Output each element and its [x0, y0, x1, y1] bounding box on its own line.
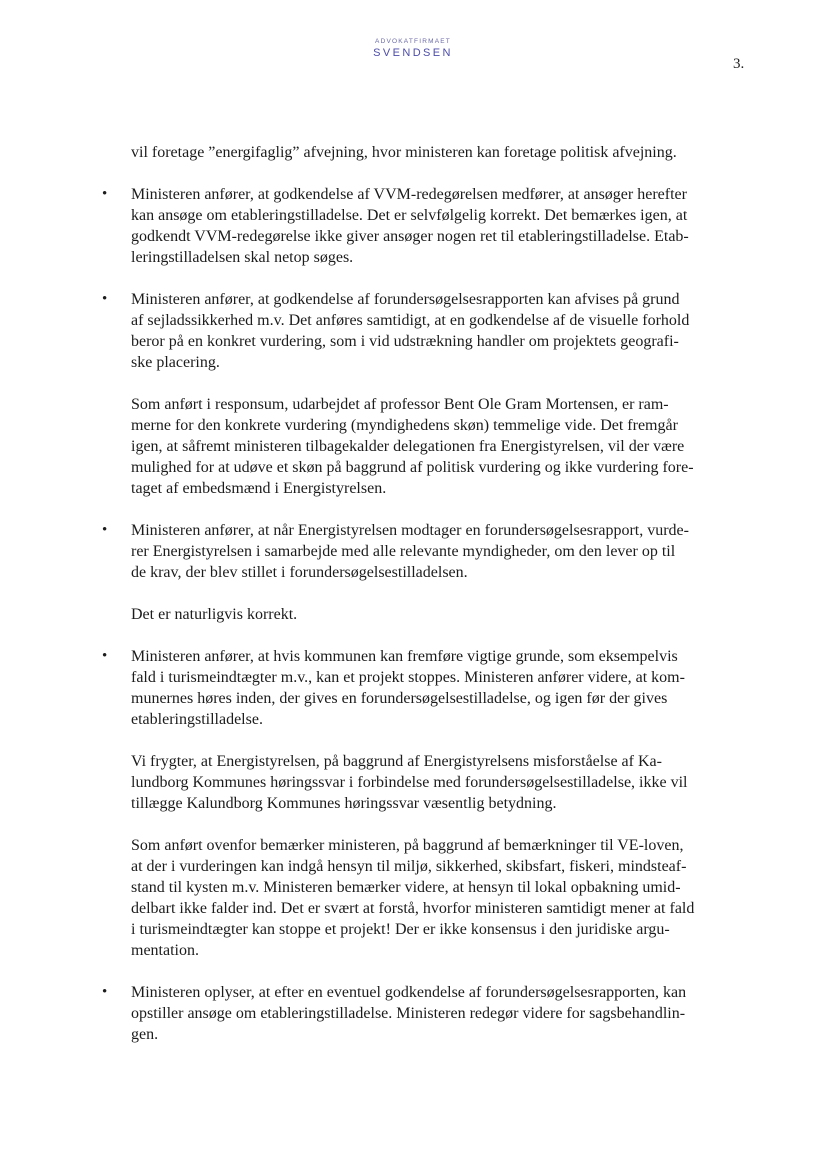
bullet-paragraph [131, 982, 743, 1045]
text-line: Ministeren oplyser, at efter en eventuel godkendelse af forundersøgelsesrapporten, kan [131, 984, 687, 1001]
text-line: af sejladssikkerhed m.v. Det anføres samtidigt, at en godkendelse af de visuelle forhold [131, 312, 690, 329]
bullet-item-5 [102, 982, 743, 1045]
text-line: Ministeren anfører, at godkendelse af VVM-redegørelsen medfører, at ansøger herefter [131, 186, 687, 203]
bullet-icon: • [102, 291, 108, 307]
text-line: igen, at såfremt ministeren tilbagekalder delegationen fra Energistyrelsen, vil der være [131, 438, 685, 455]
text-line: merne for den konkrete vurdering (myndighedens skøn) temmelige vide. Det fremgår [131, 417, 678, 434]
bullet-item-1 [102, 184, 743, 268]
text-line: Ministeren anfører, at godkendelse af forundersøgelsesrapporten kan afvises på grund [131, 291, 680, 308]
text-line: etableringstilladelse. [131, 711, 263, 728]
text-line: mulighed for at udøve et skøn på baggrund af politisk vurdering og ikke vurdering fore- [131, 459, 694, 476]
text-line: Ministeren anfører, at når Energistyrelsen modtager en forundersøgelsesrapport, vurde- [131, 522, 689, 539]
letterhead-firm-label: ADVOKATFIRMAET [375, 38, 451, 45]
followup-paragraph [131, 751, 743, 814]
text-line: munernes høres inden, der gives en forundersøgelsestilladelse, og igen før der gives [131, 690, 668, 707]
text-line: delbart ikke falder ind. Det er svært at forstå, hvorfor ministeren samtidigt mener at fald [131, 900, 695, 917]
intro-paragraph [131, 142, 743, 163]
bullet-icon: • [102, 522, 108, 538]
text-line: rer Energistyrelsen i samarbejde med alle relevante myndigheder, om den lever op til [131, 543, 676, 560]
followup-paragraph [131, 394, 743, 499]
text-line: at der i vurderingen kan indgå hensyn til miljø, sikkerhed, skibsfart, fiskeri, mindsteaf- [131, 858, 687, 875]
bullet-paragraph [131, 184, 743, 268]
text-line: kan ansøge om etableringstilladelse. Det er selvfølgelig korrekt. Det bemærkes igen, at [131, 207, 688, 224]
text-line: gen. [131, 1026, 159, 1043]
document-body [102, 142, 743, 1045]
letterhead-firm-name: SVENDSEN [373, 47, 453, 59]
text-line: Ministeren anfører, at hvis kommunen kan fremføre vigtige grunde, som eksempelvis [131, 648, 678, 665]
text-line: Vi frygter, at Energistyrelsen, på baggrund af Energistyrelsens misforståelse af Ka- [131, 753, 662, 770]
text-line: ske placering. [131, 354, 220, 371]
bullet-icon: • [102, 186, 108, 202]
text-line: opstiller ansøge om etableringstilladelse. Ministeren redegør videre for sagsbehandlin- [131, 1005, 686, 1022]
text-line: taget af embedsmænd i Energistyrelsen. [131, 480, 387, 497]
text-line: tillægge Kalundborg Kommunes høringssvar væsentlig betydning. [131, 795, 557, 812]
text-line: vil foretage ”energifaglig” afvejning, hvor ministeren kan foretage politisk afvejning. [131, 144, 677, 161]
text-line: beror på en konkret vurdering, som i vid udstrækning handler om projektets geografi- [131, 333, 679, 350]
bullet-item-3 [102, 520, 743, 625]
text-line: mentation. [131, 942, 199, 959]
text-line: fald i turismeindtægter m.v., kan et projekt stoppes. Ministeren anfører videre, at kom- [131, 669, 685, 686]
text-line: godkendt VVM-redegørelse ikke giver ansøger nogen ret til etableringstilladelse. Etab- [131, 228, 689, 245]
bullet-paragraph [131, 646, 743, 730]
bullet-icon: • [102, 984, 108, 1000]
bullet-icon: • [102, 648, 108, 664]
bullet-paragraph [131, 289, 743, 373]
text-line: leringstilladelsen skal netop søges. [131, 249, 354, 266]
text-line: de krav, der blev stillet i forundersøgelsestilladelsen. [131, 564, 468, 581]
text-line: i turismeindtægter kan stoppe et projekt! Der er ikke konsensus i den juridiske argu- [131, 921, 670, 938]
text-line: Som anført ovenfor bemærker ministeren, på baggrund af bemærkninger til VE-loven, [131, 837, 684, 854]
text-line: stand til kysten m.v. Ministeren bemærker videre, at hensyn til lokal opbakning umid- [131, 879, 681, 896]
followup-paragraph [131, 604, 743, 625]
text-line: Det er naturligvis korrekt. [131, 606, 298, 623]
letterhead [0, 38, 826, 60]
text-line: Som anført i responsum, udarbejdet af professor Bent Ole Gram Mortensen, er ram- [131, 396, 669, 413]
page-number: 3. [733, 56, 745, 72]
bullet-paragraph [131, 520, 743, 583]
bullet-item-2 [102, 289, 743, 499]
bullet-item-4 [102, 646, 743, 961]
text-line: lundborg Kommunes høringssvar i forbindelse med forundersøgelsestilladelse, ikke vil [131, 774, 688, 791]
followup-paragraph [131, 835, 743, 961]
